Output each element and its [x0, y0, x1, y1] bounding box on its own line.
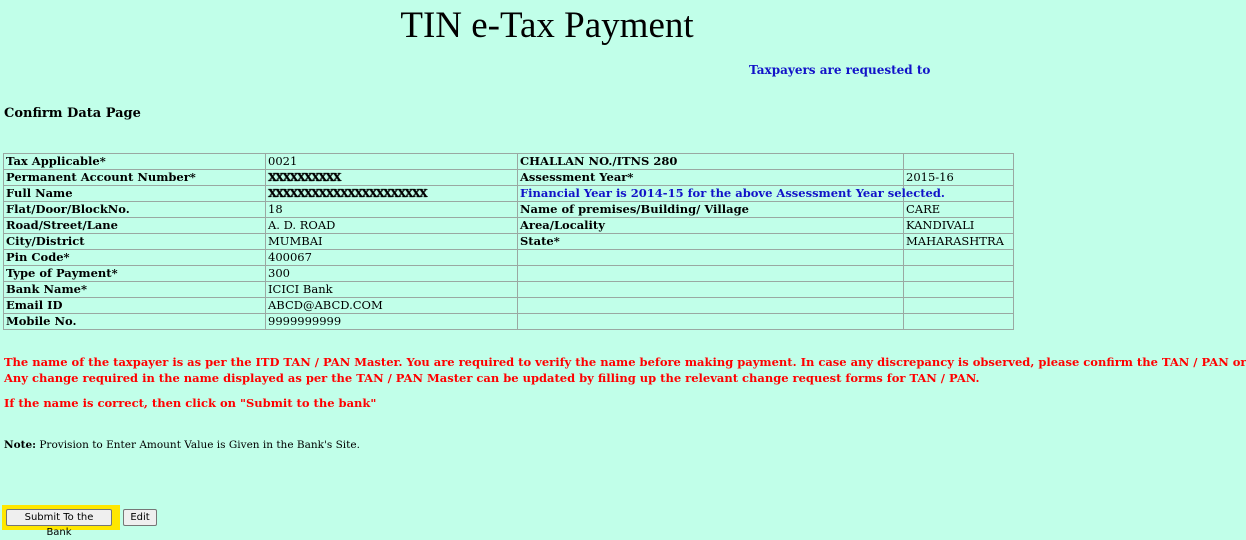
assessment-year-label: Assessment Year*: [518, 170, 904, 186]
assessment-year-value: 2015-16: [904, 170, 1014, 186]
area-locality-label: Area/Locality: [518, 218, 904, 234]
premises-label: Name of premises/Building/ Village: [518, 202, 904, 218]
empty-cell: [518, 314, 904, 330]
amount-note: [4, 439, 360, 451]
city-district-label: City/District: [4, 234, 266, 250]
flat-door-value: 18: [266, 202, 518, 218]
bank-name-value: ICICI Bank: [266, 282, 518, 298]
submit-to-bank-button[interactable]: Submit To the Bank: [6, 509, 112, 526]
flat-door-label: Flat/Door/BlockNo.: [4, 202, 266, 218]
page-title: TIN e-Tax Payment: [400, 5, 694, 46]
empty-cell: [904, 314, 1014, 330]
table-row: [4, 202, 1014, 218]
payment-type-label: Type of Payment*: [4, 266, 266, 282]
empty-cell: [904, 250, 1014, 266]
table-row: [4, 154, 1014, 170]
empty-cell: [518, 298, 904, 314]
mobile-value: 9999999999: [266, 314, 518, 330]
full-name-label: Full Name: [4, 186, 266, 202]
table-row: [4, 266, 1014, 282]
table-row: [4, 282, 1014, 298]
name-verification-notice: [4, 354, 1246, 386]
road-street-value: A. D. ROAD: [266, 218, 518, 234]
state-value: MAHARASHTRA: [904, 234, 1014, 250]
road-street-label: Road/Street/Lane: [4, 218, 266, 234]
city-district-value: MUMBAI: [266, 234, 518, 250]
table-row: [4, 250, 1014, 266]
financial-year-info: Financial Year is 2014-15 for the above Assessment Year selected.: [518, 186, 904, 202]
pan-label: Permanent Account Number*: [4, 170, 266, 186]
empty-cell: [518, 266, 904, 282]
table-row: [4, 218, 1014, 234]
mobile-label: Mobile No.: [4, 314, 266, 330]
pin-code-label: Pin Code*: [4, 250, 266, 266]
bank-name-label: Bank Name*: [4, 282, 266, 298]
table-row: [4, 186, 1014, 202]
confirm-data-heading: Confirm Data Page: [4, 106, 141, 121]
note-text: Provision to Enter Amount Value is Given in the Bank's Site.: [36, 439, 360, 451]
scrolling-notice: Taxpayers are requested to: [749, 63, 931, 77]
taxpayer-data-table: [3, 153, 1014, 330]
empty-cell: [518, 282, 904, 298]
empty-cell: [518, 250, 904, 266]
notice-line: The name of the taxpayer is as per the ITD TAN / PAN Master. You are required to verify the name before making payment. In case any discrepancy is observed, please confirm the TAN / PAN or: [4, 355, 1246, 369]
tax-applicable-value: 0021: [266, 154, 518, 170]
empty-cell: [904, 266, 1014, 282]
table-row: [4, 234, 1014, 250]
email-label: Email ID: [4, 298, 266, 314]
tax-applicable-label: Tax Applicable*: [4, 154, 266, 170]
challan-label: CHALLAN NO./ITNS 280: [518, 154, 904, 170]
notice-line: Any change required in the name displayed as per the TAN / PAN Master can be updated by filling up the relevant change request forms for TAN / PAN.: [4, 371, 980, 385]
table-row: [4, 298, 1014, 314]
edit-button[interactable]: Edit: [123, 509, 157, 526]
submit-instruction: If the name is correct, then click on "Submit to the bank": [4, 396, 377, 410]
premises-value: CARE: [904, 202, 1014, 218]
payment-type-value: 300: [266, 266, 518, 282]
challan-value: [904, 154, 1014, 170]
empty-cell: [904, 298, 1014, 314]
full-name-value: XXXXXXXXXXXXXXXXXXXXXX: [266, 186, 518, 202]
email-value: ABCD@ABCD.COM: [266, 298, 518, 314]
pan-value: XXXXXXXXXX: [266, 170, 518, 186]
table-row: [4, 314, 1014, 330]
empty-cell: [904, 282, 1014, 298]
state-label: State*: [518, 234, 904, 250]
note-label: Note:: [4, 439, 37, 451]
table-row: [4, 170, 1014, 186]
pin-code-value: 400067: [266, 250, 518, 266]
area-locality-value: KANDIVALI: [904, 218, 1014, 234]
